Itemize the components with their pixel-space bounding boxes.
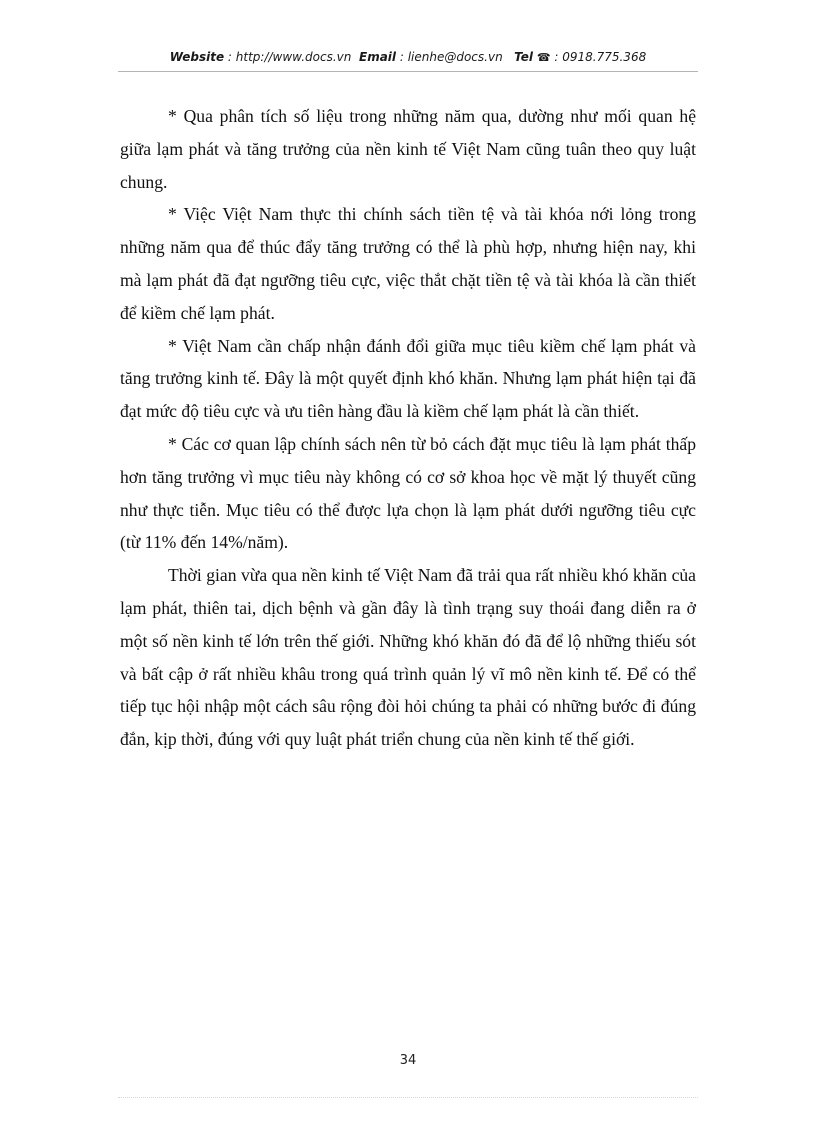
email-separator: :: [396, 50, 408, 64]
paragraph: Thời gian vừa qua nền kinh tế Việt Nam đã trải qua rất nhiều khó khăn của lạm phát, thiên tai, dịch bệnh và gần đây là tình trạng suy thoái đang diễn ra ở một số nền kinh tế lớn trên thế giới. Những khó khăn đó đã để lộ những thiếu sót và bất cập ở rất nhiều khâu trong quá trình quản lý vĩ mô nền kinh tế. Để có thể tiếp tục hội nhập một cách sâu rộng đòi hỏi chúng ta phải có những bước đi đúng đắn, kịp thời, đúng với quy luật phát triển chung của nền kinh tế thế giới.: [120, 565, 696, 750]
tel-label: Tel: [514, 50, 534, 64]
page-header: [118, 50, 698, 64]
footer-divider: [118, 1097, 698, 1098]
email-link[interactable]: lienhe@docs.vn: [407, 50, 503, 64]
phone-icon: ☎: [536, 51, 551, 64]
paragraph: * Việc Việt Nam thực thi chính sách tiền tệ và tài khóa nới lỏng trong những năm qua để thúc đẩy tăng trưởng có thể là phù hợp, nhưng hiện nay, khi mà lạm phát đã đạt ngưỡng tiêu cực, việc thắt chặt tiền tệ và tài khóa là cần thiết để kiềm chế lạm phát.: [120, 204, 696, 323]
website-separator: :: [224, 50, 236, 64]
tel-separator: :: [550, 50, 563, 64]
paragraph: * Các cơ quan lập chính sách nên từ bỏ cách đặt mục tiêu là lạm phát thấp hơn tăng trưởng vì mục tiêu này không có cơ sở khoa học về mặt lý thuyết cũng như thực tiễn. Mục tiêu có thể được lựa chọn là lạm phát dưới ngưỡng tiêu cực (từ 11% đến 14%/năm).: [120, 433, 696, 553]
header-divider: [118, 71, 698, 72]
email-label: Email: [359, 50, 397, 64]
tel-value: 0918.775.368: [562, 50, 647, 64]
website-label: Website: [169, 50, 225, 64]
website-link[interactable]: http://www.docs.vn: [235, 50, 352, 64]
document-body: [120, 100, 696, 756]
page-number: 34: [399, 1053, 417, 1068]
paragraph: * Qua phân tích số liệu trong những năm qua, dường như mối quan hệ giữa lạm phát và tăng trưởng của nền kinh tế Việt Nam cũng tuân theo quy luật chung.: [120, 106, 696, 192]
paragraph: * Việt Nam cần chấp nhận đánh đổi giữa mục tiêu kiềm chế lạm phát và tăng trưởng kinh tế. Đây là một quyết định khó khăn. Nhưng lạm phát hiện tại đã đạt mức độ tiêu cực và ưu tiên hàng đầu là kiềm chế lạm phát là cần thiết.: [120, 335, 696, 422]
